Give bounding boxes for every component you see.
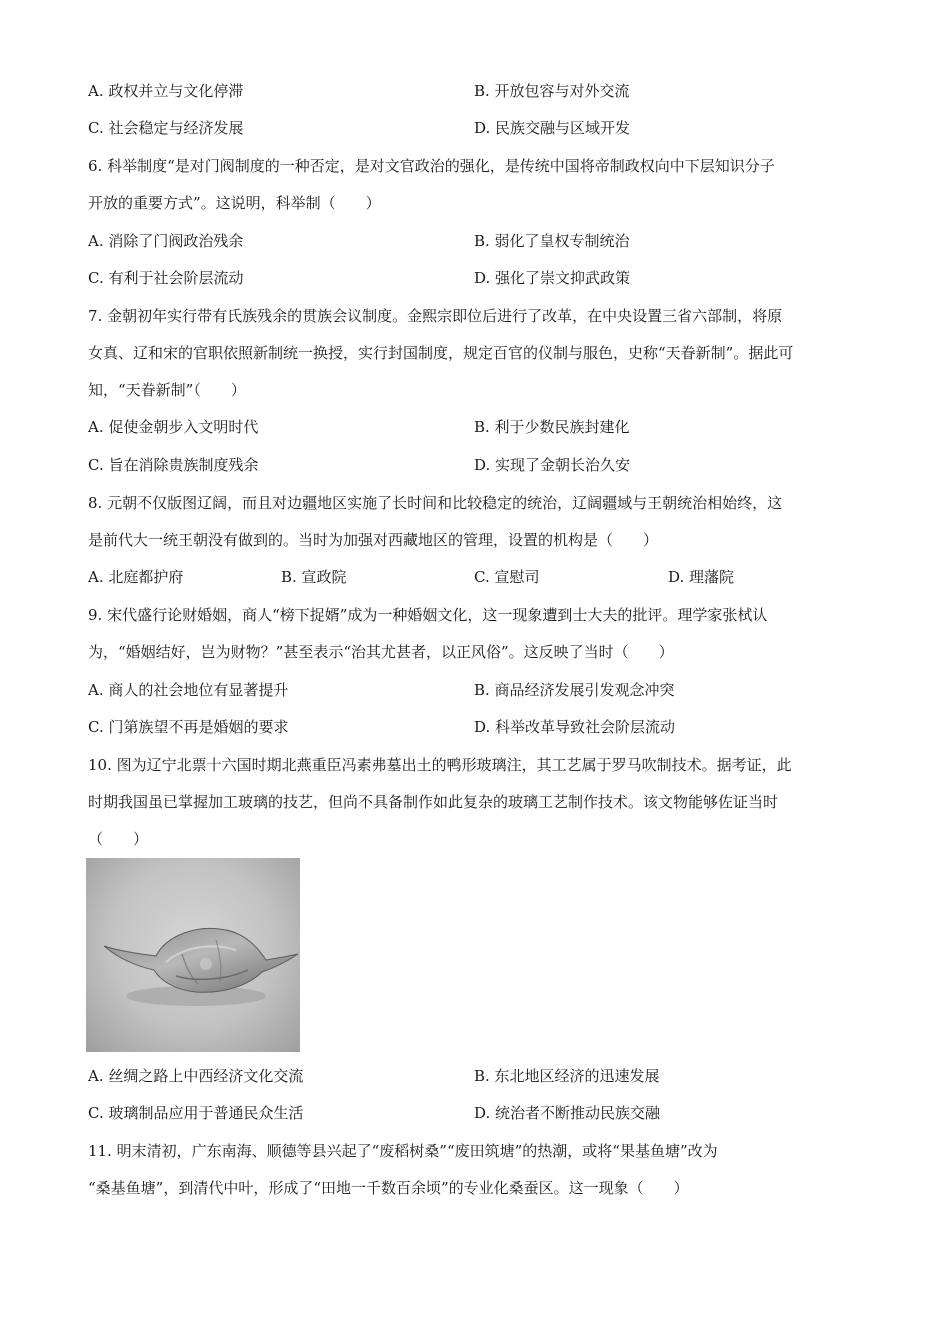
q6-option-b: B. 弱化了皇权专制统治 [474,232,630,250]
q5-option-a: A. 政权并立与文化停滞 [88,82,244,100]
q5-option-c: C. 社会稳定与经济发展 [88,119,244,137]
q6-option-a: A. 消除了门阀政治残余 [88,232,244,250]
q7-stem-line-2: 女真、辽和宋的官职依照新制统一换授，实行封国制度，规定百官的仪制与服色，史称“天眷新制”。据此可 [88,344,794,362]
glass-vessel-illustration [86,858,300,1052]
q11-stem-line-2: “桑基鱼塘”，到清代中叶，形成了“田地一千数百余顷”的专业化桑蚕区。这一现象（ ） [88,1179,689,1197]
q5-option-b: B. 开放包容与对外交流 [474,82,630,100]
q7-option-d: D. 实现了金朝长治久安 [474,456,631,474]
q8-stem-line-1: 8. 元朝不仅版图辽阔，而且对边疆地区实施了长时间和比较稳定的统治，辽阔疆域与王朝统治相始终，这 [88,494,783,512]
q10-option-c: C. 玻璃制品应用于普通民众生活 [88,1104,304,1122]
q6-option-c: C. 有利于社会阶层流动 [88,269,244,287]
q11-stem-line-1: 11. 明末清初，广东南海、顺德等县兴起了“废稻树桑”“废田筑塘”的热潮，或将“果基鱼塘”改为 [88,1142,718,1160]
q8-option-d: D. 理藩院 [668,568,735,586]
q6-stem-line-2: 开放的重要方式”。这说明，科举制（ ） [88,194,381,212]
q7-stem-line-3: 知，“天眷新制”（ ） [88,381,246,399]
q7-option-a: A. 促使金朝步入文明时代 [88,418,259,436]
q9-option-c: C. 门第族望不再是婚姻的要求 [88,718,289,736]
q9-stem-line-1: 9. 宋代盛行论财婚姻，商人“榜下捉婿”成为一种婚姻文化，这一现象遭到士大夫的批评。理学家张栻认 [88,606,768,624]
q9-option-d: D. 科举改革导致社会阶层流动 [474,718,676,736]
q9-stem-line-2: 为，“婚姻结好，岂为财物？”甚至表示“治其尤甚者，以正风俗”。这反映了当时（ ） [88,643,674,661]
q6-option-d: D. 强化了崇文抑武政策 [474,269,631,287]
q8-option-a: A. 北庭都护府 [88,568,184,586]
q8-stem-line-2: 是前代大一统王朝没有做到的。当时为加强对西藏地区的管理，设置的机构是（ ） [88,531,659,549]
q10-option-a: A. 丝绸之路上中西经济文化交流 [88,1067,304,1085]
q10-option-d: D. 统治者不断推动民族交融 [474,1104,661,1122]
q10-option-b: B. 东北地区经济的迅速发展 [474,1067,660,1085]
q8-option-b: B. 宣政院 [281,568,347,586]
q5-option-d: D. 民族交融与区域开发 [474,119,631,137]
q7-stem-line-1: 7. 金朝初年实行带有氏族残余的贯族会议制度。金熙宗即位后进行了改革，在中央设置三省六部制，将原 [88,307,783,325]
q8-option-c: C. 宣慰司 [474,568,540,586]
q10-stem-line-3: （ ） [88,830,149,848]
q7-option-c: C. 旨在消除贵族制度残余 [88,456,259,474]
q9-option-a: A. 商人的社会地位有显著提升 [88,681,289,699]
q7-option-b: B. 利于少数民族封建化 [474,418,630,436]
q6-stem-line-1: 6. 科举制度“是对门阀制度的一种否定，是对文官政治的强化，是传统中国将帝制政权向中下层知识分子 [88,157,775,175]
duck-shaped-glass-vessel-photo [86,858,300,1052]
q10-stem-line-2: 时期我国虽已掌握加工玻璃的技艺，但尚不具备制作如此复杂的玻璃工艺制作技术。该文物能够佐证当时 [88,793,779,811]
q10-stem-line-1: 10. 图为辽宁北票十六国时期北燕重臣冯素弗墓出土的鸭形玻璃注，其工艺属于罗马吹制技术。据考证，此 [88,756,792,774]
q9-option-b: B. 商品经济发展引发观念冲突 [474,681,675,699]
